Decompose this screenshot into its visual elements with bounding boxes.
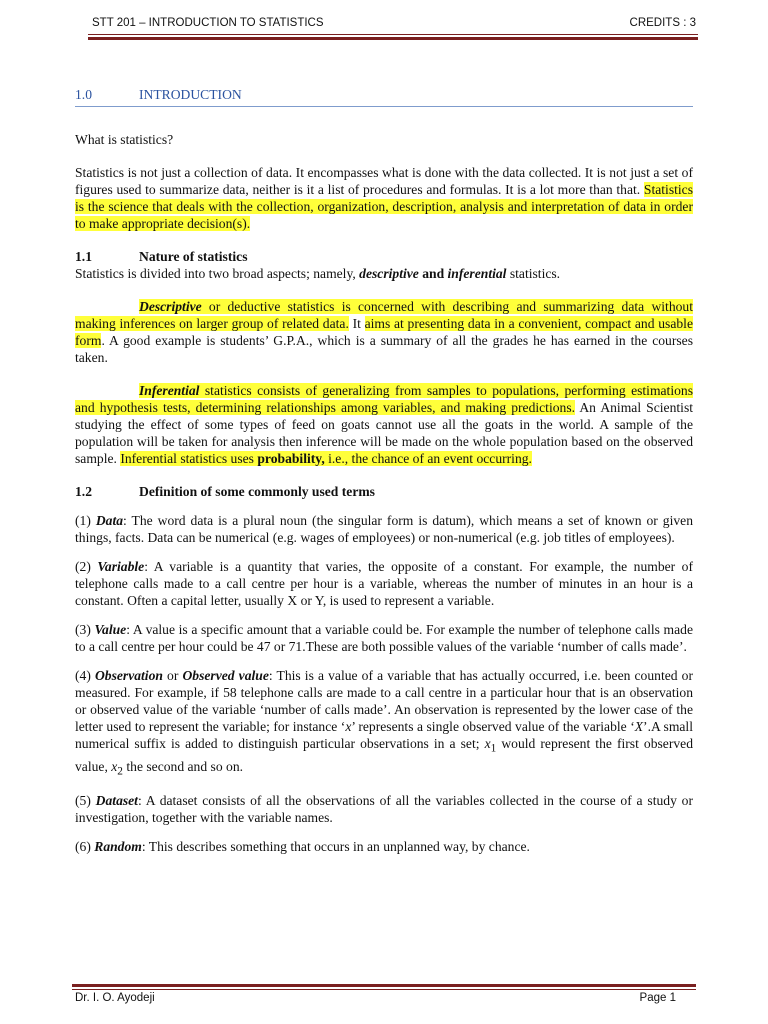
descriptive-highlight: or deductive statistics is concerned with describing and summarizing data without making inferences on larger group of related data. bbox=[75, 299, 693, 331]
term-number: (2) bbox=[75, 559, 98, 574]
descriptive-highlight-2: aims at presenting data in a convenient, compact and usable form bbox=[75, 316, 693, 348]
section-title: Definition of some commonly used terms bbox=[139, 484, 375, 499]
inferential-highlight-3: i.e., the chance of an event occurring. bbox=[324, 451, 532, 466]
intro-paragraph bbox=[75, 164, 693, 232]
document-body bbox=[75, 86, 693, 855]
term-observation-paragraph bbox=[75, 667, 693, 780]
term-number: (6) bbox=[75, 839, 95, 855]
term-or: or bbox=[162, 668, 183, 683]
nature-text: Statistics is divided into two broad aspects; namely, bbox=[75, 266, 360, 281]
intro-text: Statistics is not just a collection of data. It encompasses what is done with the data collected. It is not just a set of figures used to summarize data, neither is it a list of procedures and formulas. It is a lot more than that. bbox=[75, 165, 693, 197]
descriptive-term: Descriptive bbox=[139, 299, 202, 314]
term-definition: : This describes something that occurs in an unplanned way, by chance. bbox=[141, 839, 530, 855]
term-definition-4: would represent the first observed value, bbox=[75, 736, 693, 774]
term-number: (5) bbox=[75, 793, 96, 809]
term-random-paragraph bbox=[75, 838, 693, 855]
term-definition-2: ’ represents a single observed value of the variable ‘ bbox=[351, 719, 635, 734]
term-value-paragraph bbox=[75, 621, 693, 655]
section-title: Nature of statistics bbox=[139, 249, 248, 264]
section-heading-definitions bbox=[75, 483, 693, 500]
section-heading-nature bbox=[75, 248, 693, 265]
nature-text-end: statistics. bbox=[506, 266, 561, 281]
header-rule-thin bbox=[88, 34, 698, 35]
term-definition: : A value is a specific amount that a variable could be. For example the number of telephone calls made to a call centre per hour could be 47 or 71.These are both possible values of the variable ‘number of calls made’. bbox=[75, 622, 693, 654]
intro-definition-highlight: Statistics is the science that deals with the collection, organization, description, analysis and interpretation of data in order to make appropriate decision(s). bbox=[75, 182, 693, 231]
footer-rule-thick bbox=[72, 984, 696, 987]
term-dataset-paragraph bbox=[75, 792, 693, 826]
term-definition: : The word data is a plural noun (the singular form is datum), which means a set of known or given things, facts. Data can be numerical (e.g. wages of employees) or non-numerical (e.g. job titles of employees). bbox=[75, 513, 693, 545]
term-definition: : A dataset consists of all the observations of all the variables collected in the course of a study or investigation, together with the variable names. bbox=[75, 793, 694, 826]
section-number: 1.2 bbox=[75, 484, 92, 499]
symbol-x2: x bbox=[111, 758, 118, 774]
footer-author: Dr. I. O. Ayodeji bbox=[75, 992, 155, 1004]
section-number: 1.0 bbox=[75, 87, 92, 102]
term-name-2: Observed value bbox=[182, 668, 269, 683]
descriptive-mid: It bbox=[348, 316, 365, 331]
page-footer bbox=[75, 992, 676, 1008]
inferential-highlight: statistics consists of generalizing from samples to populations, performing estimations and hypothesis tests, determining relationships among variables, and making predictions. bbox=[75, 383, 693, 415]
header-rule-thick bbox=[88, 37, 698, 40]
nature-and: and bbox=[418, 266, 448, 281]
symbol-x1: x bbox=[484, 736, 491, 751]
term-inferential: inferential bbox=[447, 266, 507, 281]
section-title: INTRODUCTION bbox=[139, 87, 242, 102]
footer-page-number: Page 1 bbox=[639, 992, 676, 1004]
section-heading-intro bbox=[75, 86, 693, 107]
symbol-x: x bbox=[345, 719, 352, 734]
term-name: Random bbox=[94, 839, 142, 855]
inferential-highlight-2: Inferential statistics uses bbox=[120, 451, 258, 466]
descriptive-paragraph bbox=[75, 298, 693, 366]
term-descriptive: descriptive bbox=[359, 266, 419, 281]
subscript-1: 1 bbox=[490, 742, 497, 755]
header-course-title: STT 201 – INTRODUCTION TO STATISTICS bbox=[92, 17, 324, 29]
term-number: (3) bbox=[75, 622, 95, 637]
footer-rule-thin bbox=[72, 989, 696, 990]
term-definition: : A variable is a quantity that varies, the opposite of a constant. For example, the number of telephone calls made to a call centre per hour is a variable, whereas the number of minutes in an hour is a constant. Often a capital letter, usually X or Y, is used to represent a variable. bbox=[75, 559, 694, 608]
term-name: Value bbox=[94, 622, 127, 637]
inferential-term: Inferential bbox=[139, 383, 200, 398]
subscript-2: 2 bbox=[117, 765, 123, 778]
term-name: Data bbox=[95, 513, 124, 528]
term-definition: : This is a value of a variable that has actually occurred, i.e. been counted or measured. For example, if 58 telephone calls are made to a call centre in a particular hour that is an observation or observed value of the variable ‘number of calls made’. An observation is represented by the lower case of the letter used to represent the variable; for instance ‘ bbox=[75, 668, 693, 734]
question-what-is-statistics: What is statistics? bbox=[75, 132, 174, 147]
inferential-paragraph bbox=[75, 382, 693, 467]
term-number: (1) bbox=[75, 513, 96, 528]
term-number: (4) bbox=[75, 668, 95, 683]
descriptive-rest: . A good example is students’ G.P.A., which is a summary of all the grades he has earned in the courses taken. bbox=[75, 333, 693, 365]
term-definition-3: ’.A small numerical suffix is added to distinguish particular observations in a set; bbox=[75, 719, 693, 751]
header-credits: CREDITS : 3 bbox=[629, 17, 696, 29]
term-name: Observation bbox=[94, 668, 163, 683]
symbol-X: X bbox=[634, 719, 644, 734]
inferential-probability: probability, bbox=[257, 451, 325, 466]
inferential-rest: An Animal Scientist studying the effect of some types of feed on goats cannot use all the goats in the world. A sample of the population will be taken for analysis then inference will be made on the whole population based on the observed sample. bbox=[75, 400, 694, 466]
term-variable-paragraph bbox=[75, 558, 693, 609]
nature-paragraph bbox=[75, 265, 693, 282]
term-definition-5: the second and so on. bbox=[122, 758, 244, 774]
term-data-paragraph bbox=[75, 512, 693, 546]
page-header bbox=[92, 17, 696, 33]
term-name: Variable bbox=[97, 559, 145, 574]
term-name: Dataset bbox=[95, 793, 138, 809]
section-number: 1.1 bbox=[75, 249, 92, 264]
